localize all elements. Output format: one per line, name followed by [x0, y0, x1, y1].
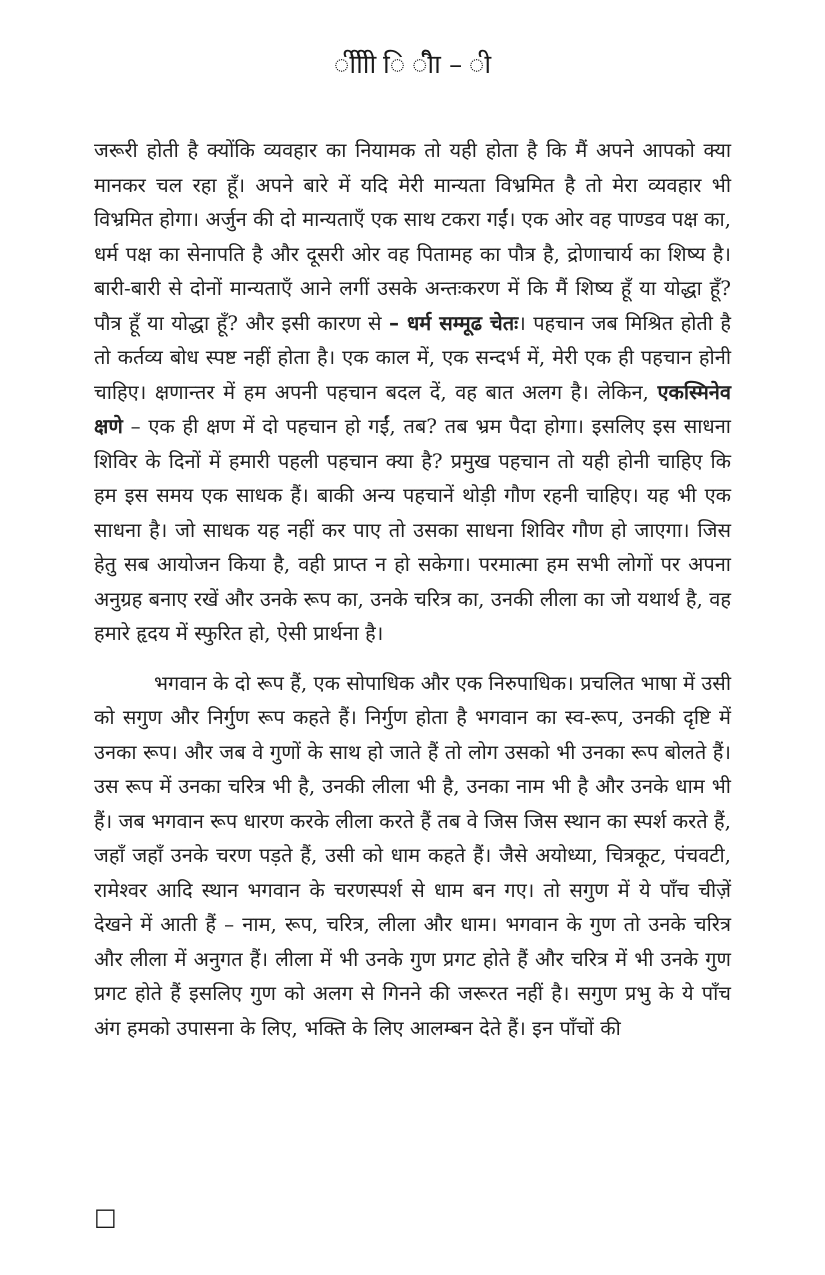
paragraph-2: भगवान के दो रूप हैं, एक सोपाधिक और एक निरुपाधिक। प्रचलित भाषा में उसी को सगुण और निर्गुण रूप कहते हैं। निर्गुण होता है भगवान का स्व-रूप, उनकी दृष्टि में उनका रूप। और जब वे गुणों के साथ हो जाते हैं तो लोग उसको भी उनका रूप बोलते हैं। उस रूप में उनका चरित्र भी है, उनकी लीला भी है, उनका नाम भी है और उनके धाम भी हैं। जब भगवान रूप धारण करके लीला करते हैं तब वे जिस जिस स्थान का स्पर्श करते हैं, जहाँ जहाँ उनके चरण पड़ते हैं, उसी को धाम कहते हैं। जैसे अयोध्या, चित्रकूट, पंचवटी, रामेश्वर आदि स्थान भगवान के चरणस्पर्श से धाम बन गए। तो सगुण में ये पाँच चीज़ें देखने में आती हैं – नाम, रूप, चरित्र, लीला और धाम। भगवान के गुण तो उनके चरित्र और लीला में अनुगत हैं। लीला में भी उनके गुण प्रगट होते हैं और चरित्र में भी उनके गुण प्रगट होते हैं इसलिए गुण को अलग से गिनने की जरूरत नहीं है। सगुण प्रभु के ये पाँच अंग हमको उपासना के लिए, भक्ति के लिए आलम्बन देते हैं। इन पाँचों की [94, 670, 731, 1040]
paragraph-1-text-a: जरूरी होती है क्योंकि व्यवहार का नियामक तो यही होता है कि मैं अपने आपको क्या मानकर चल रहा हूँ। अपने बारे में यदि मेरी मान्यता विभ्रमित है तो मेरा व्यवहार भी विभ्रमित होगा। अर्जुन की दो मान्यताएँ एक साथ टकरा गईं। एक ओर वह पाण्डव पक्ष का, धर्म पक्ष का सेनापति है और दूसरी ओर वह पितामह का पौत्र है, द्रोणाचार्य का शिष्य है। बारी-बारी से दोनों मान्यताएँ आने लगीं उसके अन्तःकरण में कि मैं शिष्य हूँ या योद्धा हूँ? पौत्र हूँ या योद्धा हूँ? और इसी कारण से [94, 138, 731, 335]
running-header: ीीीी ि ीैा – ी [333, 50, 492, 80]
paragraph-1 [94, 133, 731, 651]
paragraph-1-text-c: – एक ही क्षण में दो पहचान हो गईं, तब? तब भ्रम पैदा होगा। इसलिए इस साधना शिविर के दिनों में हमारी पहली पहचान क्या है? प्रमुख पहचान तो यही होनी चाहिए कि हम इस समय एक साधक हैं। बाकी अन्य पहचानें थोड़ी गौण रहनी चाहिए। यह भी एक साधना है। जो साधक यह नहीं कर पाए तो उसका साधना शिविर गौण हो जाएगा। जिस हेतु सब आयोजन किया है, वही प्राप्त न हो सकेगा। परमात्मा हम सभी लोगों पर अपना अनुग्रह बनाए रखें और उनके रूप का, उनके चरित्र का, उनकी लीला का जो यथार्थ है, वह हमारे हृदय में स्फुरित हो, ऐसी प्रार्थना है। [94, 414, 731, 645]
emphasis-ekasminneva-kshane: एकस्मिनेव क्षणे [94, 379, 731, 438]
paragraph-1-text-b: । पहचान जब मिश्रित होती है तो कर्तव्य बोध स्पष्ट नहीं होता है। एक काल में, एक सन्दर्भ में, मेरी एक ही पहचान होनी चाहिए। क्षणान्तर में हम अपनी पहचान बदल दें, वह बात अलग है। लेकिन, [94, 310, 731, 404]
page-body [94, 133, 731, 1045]
emphasis-dharma-sammudha-chetah: – धर्म सम्मूढ चेतः [388, 310, 519, 335]
page-number: □ [94, 1203, 117, 1231]
